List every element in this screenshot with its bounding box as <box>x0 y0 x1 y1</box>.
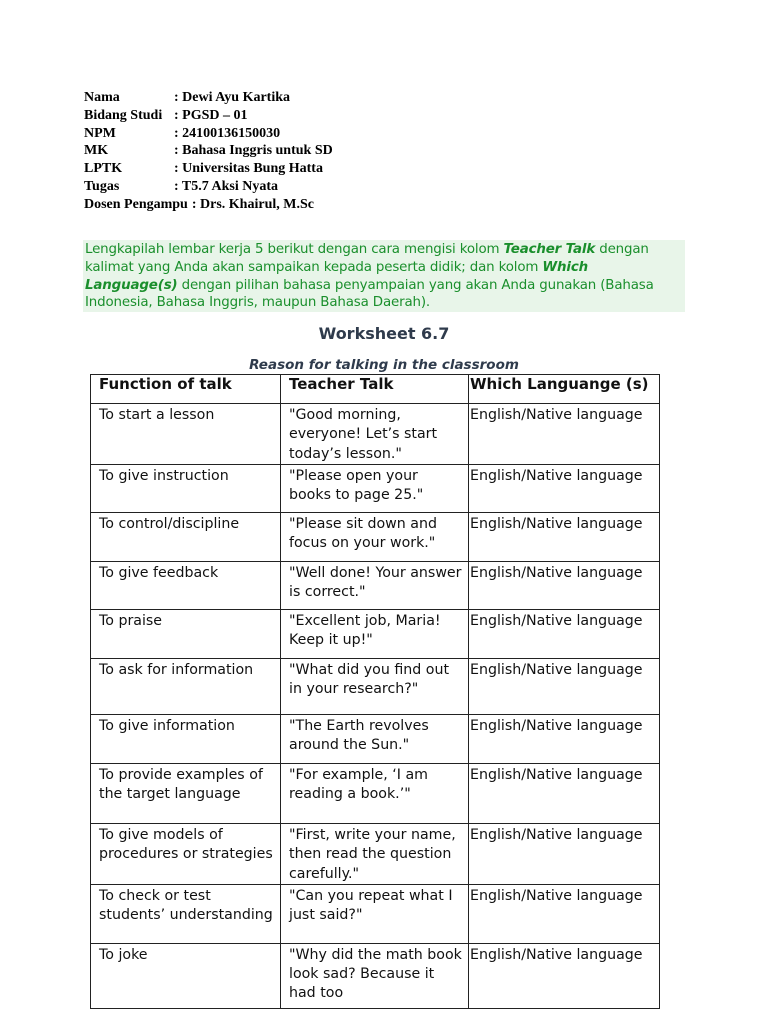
identity-label: NPM <box>84 125 116 141</box>
identity-value: : Bahasa Inggris untuk SD <box>174 143 333 159</box>
identity-row-mk <box>84 142 333 160</box>
identity-value: : Universitas Bung Hatta <box>174 161 323 177</box>
teacher-talk-cell: "Can you repeat what I just said?" <box>281 884 469 943</box>
identity-label: Tugas <box>84 178 120 194</box>
language-cell: English/Native language <box>469 943 660 1008</box>
table-row <box>91 764 660 824</box>
teacher-talk-cell: "Good morning, everyone! Let’s start today’s lesson." <box>281 404 469 465</box>
worksheet-subtitle: Reason for talking in the classroom <box>249 357 519 373</box>
identity-row-tugas <box>84 178 333 196</box>
identity-label: Nama <box>84 90 120 105</box>
function-cell: To start a lesson <box>91 404 281 465</box>
table-row <box>91 884 660 943</box>
identity-row-lptk <box>84 160 333 178</box>
identity-value: : PGSD – 01 <box>174 107 248 123</box>
teacher-talk-cell: "Please sit down and focus on your work." <box>281 513 469 562</box>
teacher-talk-cell: "Please open your books to page 25." <box>281 465 469 513</box>
table-header-row <box>91 375 660 404</box>
table-row <box>91 404 660 465</box>
table-row <box>91 943 660 1008</box>
language-cell: English/Native language <box>469 562 660 610</box>
function-cell: To praise <box>91 610 281 659</box>
language-cell: English/Native language <box>469 513 660 562</box>
language-cell: English/Native language <box>469 884 660 943</box>
language-cell: English/Native language <box>469 824 660 885</box>
identity-value: : T5.7 Aksi Nyata <box>174 178 278 194</box>
language-cell: English/Native language <box>469 715 660 764</box>
identity-row-bidang-studi <box>84 107 333 125</box>
worksheet-table <box>90 374 660 1009</box>
language-cell: English/Native language <box>469 404 660 465</box>
function-cell: To give feedback <box>91 562 281 610</box>
instruction-text: dengan pilihan bahasa penyampaian yang akan Anda gunakan (Bahasa Indonesia, Bahasa Inggris, maupun Bahasa Daerah). <box>85 277 654 311</box>
instruction-box <box>83 240 685 312</box>
function-cell: To joke <box>91 943 281 1008</box>
identity-row-npm <box>84 125 333 143</box>
table-row <box>91 513 660 562</box>
function-cell: To give information <box>91 715 281 764</box>
table-row <box>91 562 660 610</box>
instruction-emphasis-which-language: Which Language(s) <box>85 259 589 293</box>
teacher-talk-cell: "Well done! Your answer is correct." <box>281 562 469 610</box>
identity-label: LPTK <box>84 161 123 177</box>
table-row <box>91 610 660 659</box>
language-cell: English/Native language <box>469 659 660 715</box>
table-row <box>91 715 660 764</box>
function-cell: To ask for information <box>91 659 281 715</box>
table-row <box>91 659 660 715</box>
identity-value: : 24100136150030 <box>174 125 281 141</box>
teacher-talk-cell: "What did you find out in your research?" <box>281 659 469 715</box>
identity-value: : Dewi Ayu Kartika <box>174 90 291 105</box>
function-cell: To give models of procedures or strategies <box>91 824 281 885</box>
identity-label: Bidang Studi <box>84 107 163 123</box>
column-header-language: Which Languange (s) <box>469 375 660 404</box>
column-header-teacher-talk: Teacher Talk <box>281 375 469 404</box>
language-cell: English/Native language <box>469 764 660 824</box>
teacher-talk-cell: "First, write your name, then read the question carefully." <box>281 824 469 885</box>
column-header-function: Function of talk <box>91 375 281 404</box>
instruction-text: Lengkapilah lembar kerja 5 berikut dengan cara mengisi kolom <box>85 242 504 257</box>
teacher-talk-cell: "For example, ‘I am reading a book.’" <box>281 764 469 824</box>
instruction-emphasis-teacher-talk: Teacher Talk <box>503 242 596 257</box>
language-cell: English/Native language <box>469 610 660 659</box>
table-row <box>91 824 660 885</box>
table-row <box>91 465 660 513</box>
identity-label: MK <box>84 143 109 159</box>
teacher-talk-cell: "Why did the math book look sad? Because it had too <box>281 943 469 1008</box>
worksheet-title: Worksheet 6.7 <box>318 324 450 343</box>
teacher-talk-cell: "The Earth revolves around the Sun." <box>281 715 469 764</box>
identity-label: Dosen Pengampu <box>84 196 188 212</box>
function-cell: To give instruction <box>91 465 281 513</box>
function-cell: To provide examples of the target language <box>91 764 281 824</box>
teacher-talk-cell: "Excellent job, Maria! Keep it up!" <box>281 610 469 659</box>
language-cell: English/Native language <box>469 465 660 513</box>
instruction-text: dengan kalimat yang Anda akan sampaikan kepada peserta didik; dan kolom <box>85 242 649 275</box>
identity-value: : Drs. Khairul, M.Sc <box>191 196 314 212</box>
identity-row-nama <box>84 89 333 107</box>
identity-row-dosen <box>84 196 333 214</box>
identity-block <box>84 89 333 214</box>
function-cell: To control/discipline <box>91 513 281 562</box>
function-cell: To check or test students’ understanding <box>91 884 281 943</box>
